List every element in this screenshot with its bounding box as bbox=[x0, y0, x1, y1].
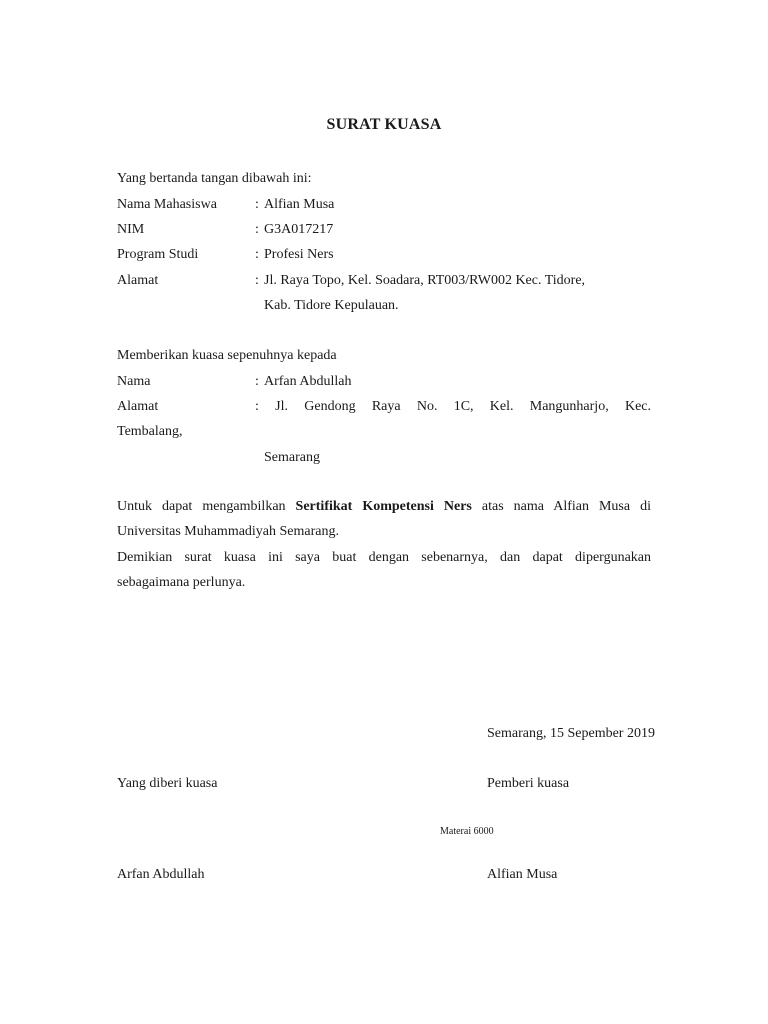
penerima-alamat-line2: Tembalang, bbox=[117, 424, 183, 439]
alamat-value-line1: Jl. Raya Topo, Kel. Soadara, RT003/RW002 Kec. Tidore, bbox=[264, 273, 586, 288]
nim-label: NIM bbox=[117, 222, 145, 237]
alamat-value-line2: Kab. Tidore Kepulauan. bbox=[264, 298, 399, 313]
colon: : bbox=[255, 247, 259, 262]
purpose-line-1-a: Untuk dapat mengambilkan bbox=[117, 499, 296, 514]
intro-text: Yang bertanda tangan dibawah ini: bbox=[117, 171, 312, 186]
nama-mahasiswa-value: Alfian Musa bbox=[264, 197, 335, 212]
purpose-line-1-b: atas nama Alfian Musa di bbox=[471, 499, 651, 514]
alamat-label: Alamat bbox=[117, 273, 159, 288]
purpose-bold-text: Sertifikat Kompetensi Ners bbox=[295, 499, 472, 514]
nama-value: Arfan Abdullah bbox=[264, 374, 352, 389]
program-studi-value: Profesi Ners bbox=[264, 247, 334, 262]
purpose-line-2: Universitas Muhammadiyah Semarang. bbox=[117, 524, 340, 539]
penerima-alamat-line1: : Jl. Gendong Raya No. 1C, Kel. Mangunharjo, Kec. bbox=[255, 399, 651, 414]
left-signer-name: Arfan Abdullah bbox=[117, 867, 205, 882]
purpose-line-4: sebagaimana perlunya. bbox=[117, 575, 246, 590]
penerima-alamat-line3: Semarang bbox=[264, 450, 320, 465]
colon: : bbox=[255, 222, 259, 237]
place-date: Semarang, 15 Sepember 2019 bbox=[487, 726, 655, 741]
right-signer-name: Alfian Musa bbox=[487, 867, 558, 882]
purpose-line-3: Demikian surat kuasa ini saya buat dengan sebenarnya, dan dapat dipergunakan bbox=[117, 550, 651, 565]
nama-label: Nama bbox=[117, 374, 151, 389]
right-signer-role: Pemberi kuasa bbox=[487, 776, 570, 791]
left-signer-role: Yang diberi kuasa bbox=[117, 776, 218, 791]
kuasa-intro-text: Memberikan kuasa sepenuhnya kepada bbox=[117, 348, 337, 363]
materai-label: Materai 6000 bbox=[440, 826, 494, 837]
purpose-line-1 bbox=[117, 499, 651, 515]
colon: : bbox=[255, 273, 259, 288]
program-studi-label: Program Studi bbox=[117, 247, 199, 262]
document-title: SURAT KUASA bbox=[326, 116, 442, 133]
nama-mahasiswa-label: Nama Mahasiswa bbox=[117, 197, 217, 212]
nim-value: G3A017217 bbox=[264, 222, 334, 237]
penerima-alamat-label: Alamat bbox=[117, 399, 159, 414]
colon: : bbox=[255, 374, 259, 389]
colon: : bbox=[255, 197, 259, 212]
